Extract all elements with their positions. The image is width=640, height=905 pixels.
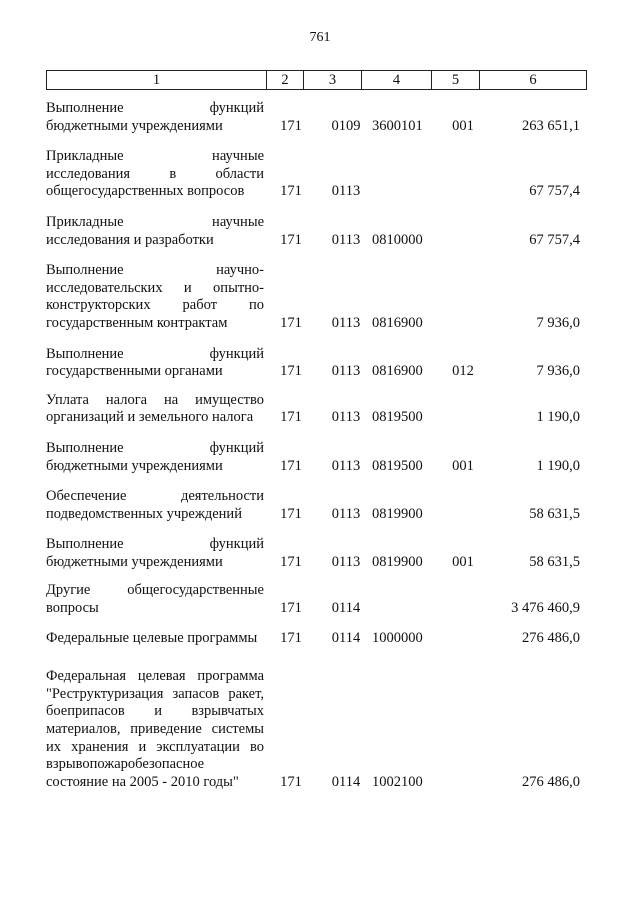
table-row — [46, 536, 586, 571]
row-description: Федеральная целевая программа "Реструктуризация запасов ракет, боеприпасов и взрывчатых материалов, приведение системы их хранения и эксплуатации во взрывопожаробезопасное состояние на 2005 - 2010 годы" — [46, 668, 264, 790]
table-row — [46, 262, 586, 332]
table-row — [46, 214, 586, 249]
row-amount: 276 486,0 — [522, 773, 580, 790]
row-code-5: 001 — [452, 457, 474, 474]
row-code-2: 171 — [280, 600, 302, 617]
row-code-5: 001 — [452, 553, 474, 570]
table-row — [46, 100, 586, 135]
row-code-2: 171 — [280, 363, 302, 380]
row-code-3: 0113 — [331, 409, 361, 426]
row-amount: 1 190,0 — [536, 409, 580, 426]
row-amount: 263 651,1 — [522, 117, 580, 134]
row-description: Прикладные научные исследования и разработки — [46, 213, 264, 248]
row-code-5: 012 — [452, 363, 474, 380]
column-header-table — [46, 70, 587, 90]
row-description: Федеральные целевые программы — [46, 629, 258, 646]
row-code-2: 171 — [280, 457, 302, 474]
row-amount: 276 486,0 — [522, 629, 580, 646]
row-code-2: 171 — [280, 183, 302, 200]
row-code-2: 171 — [280, 505, 302, 522]
row-code-3: 0114 — [331, 629, 361, 646]
row-code-4: 0810000 — [372, 231, 423, 248]
row-code-3: 0113 — [331, 457, 361, 474]
column-header-6: 6 — [480, 71, 587, 90]
row-code-4: 0819500 — [372, 457, 423, 474]
row-code-2: 171 — [280, 314, 302, 331]
row-description: Уплата налога на имущество организаций и земельного налога — [46, 391, 264, 426]
row-code-4: 0819900 — [372, 553, 423, 570]
row-code-4: 0816900 — [372, 363, 423, 380]
row-description: Прикладные научные исследования в области общегосударственных вопросов — [46, 148, 264, 200]
row-code-3: 0113 — [331, 231, 361, 248]
table-row — [46, 668, 586, 791]
row-amount: 7 936,0 — [536, 363, 580, 380]
column-header-row — [47, 71, 587, 90]
row-code-3: 0114 — [331, 600, 361, 617]
row-code-4: 0819900 — [372, 505, 423, 522]
table-row — [46, 582, 586, 617]
page-number: 761 — [309, 30, 331, 45]
row-amount: 1 190,0 — [536, 457, 580, 474]
column-header-1: 1 — [47, 71, 267, 90]
row-code-2: 171 — [280, 553, 302, 570]
row-amount: 3 476 460,9 — [511, 600, 580, 617]
row-code-3: 0114 — [331, 773, 361, 790]
table-row — [46, 392, 586, 427]
row-amount: 67 757,4 — [529, 183, 580, 200]
row-code-4: 0816900 — [372, 314, 423, 331]
row-code-2: 171 — [280, 117, 302, 134]
table-row — [46, 148, 586, 201]
row-amount: 58 631,5 — [529, 553, 580, 570]
row-code-2: 171 — [280, 773, 302, 790]
row-description: Выполнение научно-исследовательских и опытно-конструкторских работ по государственным контрактам — [46, 262, 264, 331]
row-description: Выполнение функций государственными органами — [46, 345, 264, 380]
row-code-3: 0113 — [331, 553, 361, 570]
row-code-3: 0113 — [331, 183, 361, 200]
row-amount: 7 936,0 — [536, 314, 580, 331]
row-code-5: 001 — [452, 117, 474, 134]
row-description: Выполнение функций бюджетными учреждениями — [46, 536, 264, 570]
row-description: Обеспечение деятельности подведомственных учреждений — [46, 488, 264, 522]
row-code-2: 171 — [280, 231, 302, 248]
row-code-3: 0109 — [331, 117, 361, 134]
row-description: Другие общегосударственные вопросы — [46, 582, 264, 617]
row-code-3: 0113 — [331, 505, 361, 522]
column-header-2: 2 — [267, 71, 304, 90]
table-row — [46, 630, 586, 648]
table-row — [46, 488, 586, 523]
row-code-4: 0819500 — [372, 409, 423, 426]
budget-rows — [46, 97, 586, 791]
column-header-5: 5 — [432, 71, 480, 90]
row-amount: 67 757,4 — [529, 231, 580, 248]
row-code-3: 0113 — [331, 314, 361, 331]
row-description: Выполнение функций бюджетными учреждениями — [46, 439, 264, 474]
column-header-4: 4 — [362, 71, 432, 90]
row-description: Выполнение функций бюджетными учреждениями — [46, 100, 264, 134]
table-row — [46, 346, 586, 381]
row-code-2: 171 — [280, 409, 302, 426]
row-code-4: 3600101 — [372, 117, 423, 134]
row-amount: 58 631,5 — [529, 505, 580, 522]
row-code-3: 0113 — [331, 363, 361, 380]
table-row — [46, 440, 586, 475]
row-code-4: 1000000 — [372, 629, 423, 646]
row-code-4: 1002100 — [372, 773, 423, 790]
column-header-3: 3 — [304, 71, 362, 90]
row-code-2: 171 — [280, 629, 302, 646]
